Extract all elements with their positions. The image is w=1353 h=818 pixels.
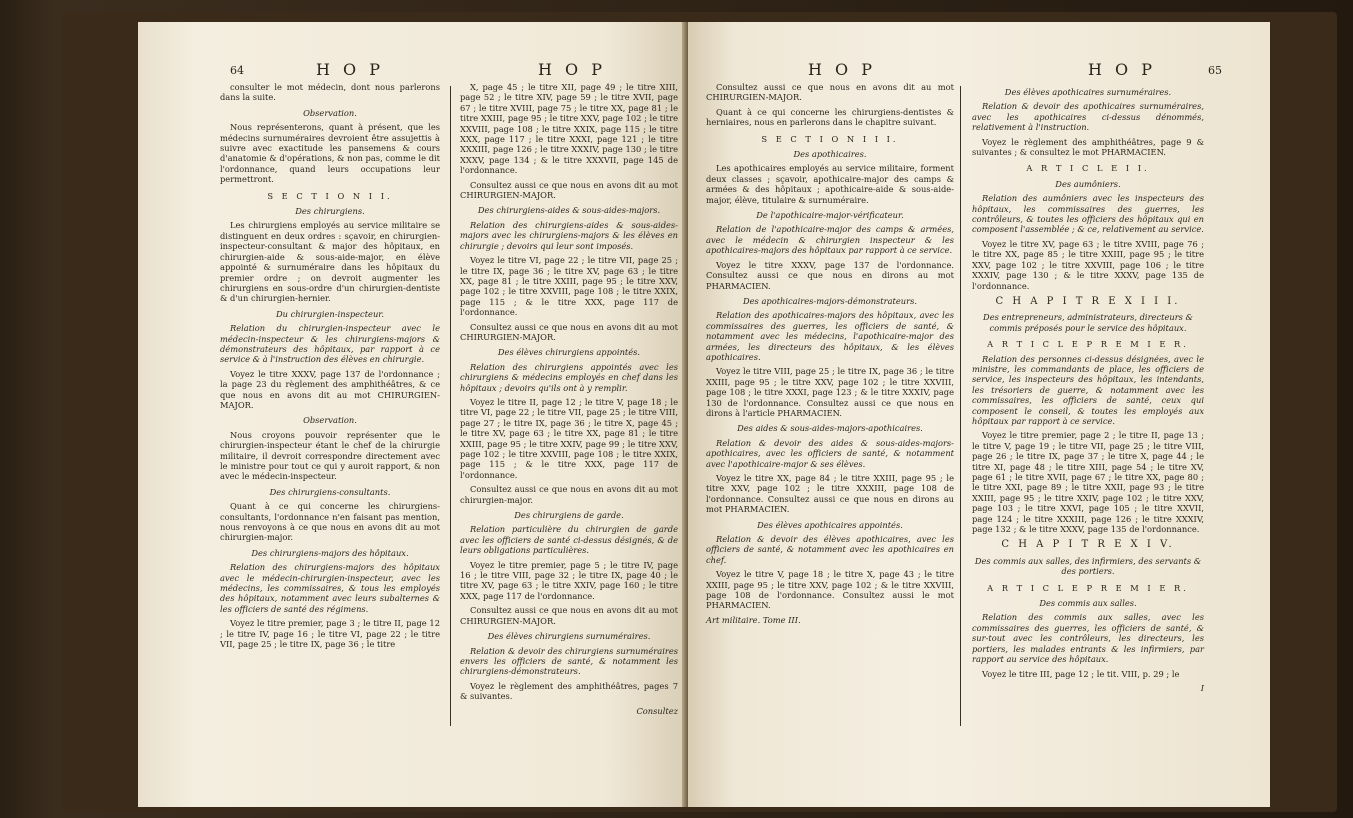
subheading: Des élèves apothicaires appointés. — [757, 519, 903, 530]
paragraph: Voyez le titre XXXV, page 137 de l'ordonnance. Consultez aussi ce que nous en dirons au mot PHARMACIEN. — [706, 259, 954, 291]
subheading: Des élèves chirurgiens surnuméraires. — [487, 631, 651, 642]
subheading: Des aumôniers. — [1055, 178, 1121, 189]
running-head-left: H O P — [808, 60, 877, 79]
paragraph: Voyez le titre VI, page 22 ; le titre VII, page 25 ; le titre IX, page 36 ; le titre XV, page 63 ; le titre XX, page 81 ; le titre XXIII, page 95 ; le titre XXV, page 102 ; le titre XXVIII, page 108 ; le titre XXIX, page 115 ; & le titre XXX, page 117 de l'ordonnance. — [460, 255, 678, 318]
section-heading: S E C T I O N I I I. — [761, 133, 899, 144]
paragraph: Nous représenterons, quant à présent, que les médecins surnuméraires devroient être assujettis à suivre avec exactitude les pansemens & cours d'anatomie & d'opérations, & non pas, comme le dit l'ordonnance, quand leurs occupations leur permettront. — [220, 122, 440, 185]
paragraph: Consultez aussi ce que nous en avons dit au mot CHIRURGIEN-MAJOR. — [460, 321, 678, 342]
column-divider — [960, 86, 961, 726]
running-head-right: H O P — [1088, 60, 1157, 79]
page-number: 64 — [230, 64, 244, 77]
relation-paragraph: Relation des aumôniers avec les inspecteurs des hôpitaux, les commissaires des guerres, les contrôleurs, & toutes les officiers des hôpitaux qui en composent l'assemblée ; & ce, relativement au service. — [972, 193, 1204, 235]
running-head-left: H O P — [316, 60, 385, 79]
chapter-heading: C H A P I T R E X I V. — [1001, 539, 1175, 551]
relation-paragraph: Relation du chirurgien-inspecteur avec le médecin-inspecteur & les chirurgiens-majors & démonstrateurs des hôpitaux, par rapport à ce service & à l'instruction des élèves en chirurgie. — [220, 323, 440, 365]
paragraph: Voyez le titre VIII, page 25 ; le titre IX, page 36 ; le titre XXIII, page 95 ; le titre XXV, page 102 ; le titre XXVIII, page 108 ; le titre XXXI, page 123 ; & le titre XXXIV, page 130 de l'ordonnance. Consultez aussi ce que nous en dirons à l'article PHARMACIEN. — [706, 366, 954, 418]
subheading: Des aides & sous-aides-majors-apothicaires. — [737, 423, 923, 434]
paragraph: Voyez le titre XXXV, page 137 de l'ordonnance ; la page 23 du règlement des amphithéâtres, & ce que nous en avons dit au mot CHIRURGIEN-MAJOR. — [220, 368, 440, 410]
paragraph: Consultez aussi ce que nous en avons dit au mot CHIRURGIEN-MAJOR. — [706, 82, 954, 103]
subheading: Des apothicaires-majors-démonstrateurs. — [742, 295, 918, 306]
section-heading: A R T I C L E I I. — [1026, 163, 1150, 174]
subheading: Des chirurgiens de garde. — [514, 510, 624, 521]
subheading: Observation. — [303, 415, 357, 426]
relation-paragraph: Relation particulière du chirurgien de garde avec les officiers de santé ci-dessus désignés, & de leurs obligations particulières. — [460, 524, 678, 556]
relation-paragraph: Relation des chirurgiens appointés avec les chirurgiens & médecins employés en chef dans les hôpitaux ; devoirs qu'ils ont à y remplir. — [460, 361, 678, 393]
catchword: Consultez — [636, 705, 678, 716]
paragraph: Voyez le titre premier, page 2 ; le titre II, page 13 ; le titre V, page 19 ; le titre VII, page 25 ; le titre VIII, page 26 ; le titre IX, page 37 ; le titre X, page 44 ; le titre XI, page 48 ; le titre XIII, page 54 ; le titre XV, page 61 ; le titre XVII, page 67 ; le titre XX, page 80 ; le titre XXI, page 89 ; le titre XXII, page 93 ; le titre XXIII, page 95 ; le titre XXIV, page 102 ; le titre XXV, page 103 ; le titre XXVI, page 105 ; le titre XXVII, page 124 ; le titre XXXIII, page 126 ; le titre XXXIV, page 132 ; & le titre XXXV, page 135 de l'ordonnance. — [972, 430, 1204, 535]
relation-paragraph: Relation des commis aux salles, avec les commissaires des guerres, les officiers de santé, & sur-tout avec les contrôleurs, les directeurs, les portiers, les malades entrants & les infirmiers, par rapport au service des hôpitaux. — [972, 612, 1204, 665]
column-right-2 — [972, 82, 1204, 697]
relation-paragraph: Relation & devoir des élèves apothicaires, avec les officiers de santé, & notamment avec les apothicaires en chef. — [706, 534, 954, 565]
column-left-2 — [460, 82, 678, 720]
relation-paragraph: Relation & devoir des aides & sous-aides-majors-apothicaires, avec les officiers de santé, & notamment avec l'apothicaire-major & ses élèves. — [706, 437, 954, 469]
subheading: Des entrepreneurs, administrateurs, directeurs & commis préposés pour le service des hôpitaux. — [983, 312, 1193, 333]
subheading: Des commis aux salles. — [1039, 598, 1137, 609]
footer-signature: Art militaire. Tome III. — [706, 614, 801, 625]
paragraph: Les chirurgiens employés au service militaire se distinguent en deux ordres : sçavoir, en chirurgien-inspecteur-consultant & major des hôpitaux, en chirurgien-aide & sous-aide-major, en élève appointé & surnuméraire dans les hôpitaux du premier ordre ; on devroit augmenter les chirurgiens en sous-ordre d'un chirurgien-dentiste & d'un chirurgien-hernier. — [220, 220, 440, 304]
relation-paragraph: Relation des chirurgiens-aides & sous-aides-majors avec les chirurgiens-majors & les élèves en chirurgie ; devoirs qui leur sont imposés. — [460, 219, 678, 251]
section-heading: S E C T I O N I I. — [267, 190, 393, 201]
paragraph: Consultez aussi ce que nous en avons dit au mot chirurgien-major. — [460, 484, 678, 505]
column-divider — [450, 86, 451, 726]
paragraph: Voyez le titre V, page 18 ; le titre X, page 43 ; le titre XXIII, page 95 ; le titre XXV, page 102 ; & le titre XXVIII, page 108 de l'ordonnance. Consultez aussi le mot PHARMACIEN. — [706, 569, 954, 611]
left-page — [138, 22, 686, 807]
subheading: Des chirurgiens-majors des hôpitaux. — [251, 547, 409, 558]
paragraph: Quant à ce qui concerne les chirurgiens-dentistes & herniaires, nous en parlerons dans le chapitre suivant. — [706, 106, 954, 128]
subheading: Des chirurgiens-consultants. — [269, 486, 391, 497]
subheading: Observation. — [303, 107, 357, 118]
relation-paragraph: Relation des chirurgiens-majors des hôpitaux avec le médecin-chirurgien-inspecteur, avec les médecins, les commissaires, & tous les employés des hôpitaux, notamment avec leurs subalternes & les officiers de santé des régimens. — [220, 562, 440, 614]
relation-paragraph: Relation & devoir des apothicaires surnuméraires, avec les apothicaires ci-dessus dénommés, relativement à l'instruction. — [972, 101, 1204, 133]
column-left-1 — [220, 82, 440, 654]
relation-paragraph: Relation des apothicaires-majors des hôpitaux, avec les commissaires des guerres, les officiers de santé, & notamment avec les médecins, l'apothicaire-major des armées, les directeurs des hôpitaux, & les élèves apothicaires. — [706, 310, 954, 362]
paragraph: Les apothicaires employés au service militaire, forment deux classes ; sçavoir, apothicaire-major des camps & armées & des hôpitaux ; apothicaire-aide & sous-aide-major, élève, titulaire & surnuméraire. — [706, 163, 954, 205]
paragraph: Nous croyons pouvoir représenter que le chirurgien-inspecteur étant le chef de la chirurgie militaire, il devroit correspondre directement avec le ministre pour tout ce qui y auroit rapport, & non avec le médecin-inspecteur. — [220, 429, 440, 482]
relation-paragraph: Relation & devoir des chirurgiens surnuméraires envers les officiers de santé, & notamment les chirurgiens-démonstrateurs. — [460, 645, 678, 677]
subheading: Des commis aux salles, des infirmiers, des servants & des portiers. — [974, 555, 1202, 577]
subheading: Des apothicaires. — [793, 149, 867, 160]
subheading: Du chirurgien-inspecteur. — [276, 308, 384, 319]
chapter-heading: C H A P I T R E X I I I. — [995, 295, 1181, 307]
paragraph: Quant à ce qui concerne les chirurgiens-consultants, l'ordonnance n'en faisant pas mention, nous renvoyons à ce que nous en avons dit au mot chirurgien-major. — [220, 501, 440, 543]
paragraph: Voyez le titre premier, page 5 ; le titre IV, page 16 ; le titre VIII, page 32 ; le titre IX, page 40 ; le titre XV, page 63 ; le titre XXIV, page 160 ; le titre XXX, page 117 de l'ordonnance. — [460, 559, 678, 601]
paragraph: X, page 45 ; le titre XII, page 49 ; le titre XIII, page 52 ; le titre XIV, page 59 ; le titre XVII, page 67 ; le titre XVIII, page 75 ; le titre XX, page 81 ; le titre XXIII, page 95 ; le titre XXV, page 102 ; le titre XXVIII, page 108 ; le titre XXIX, page 115 ; le titre XXX, page 117 ; le titre XXXI, page 121 ; le titre XXXIII, page 126 ; le titre XXXIV, page 130 ; le titre XXXV, page 134 ; & le titre XXXVII, page 145 de l'ordonnance. — [460, 82, 678, 176]
section-heading: A R T I C L E P R E M I E R. — [987, 582, 1189, 593]
paragraph: Voyez le règlement des amphithéâtres, page 9 & suivantes ; & consultez le mot PHARMACIEN. — [972, 136, 1204, 158]
subheading: De l'apothicaire-major-vérificateur. — [756, 210, 904, 221]
column-right-1 — [706, 82, 954, 629]
relation-paragraph: Relation de l'apothicaire-major des camps & armées, avec le médecin & chirurgien inspecteur & les apothicaires-majors des hôpitaux par rapport à ce service. — [706, 224, 954, 256]
subheading: Des élèves chirurgiens appointés. — [497, 347, 641, 358]
catchword: I — [1200, 682, 1204, 693]
subheading: Des chirurgiens-aides & sous-aides-majors. — [477, 205, 661, 216]
paragraph: consulter le mot médecin, dont nous parlerons dans la suite. — [220, 82, 440, 103]
paragraph: Voyez le titre II, page 12 ; le titre V, page 18 ; le titre VI, page 22 ; le titre VII, page 25 ; le titre VIII, page 27 ; le titre IX, page 36 ; le titre X, page 45 ; le titre XV, page 63 ; le titre XX, page 81 ; le titre XXIII, page 95 ; le titre XXIV, page 99 ; le titre XXV, page 102 ; le titre XXVIII, page 108 ; le titre XXIX, page 115 ; & le titre XXX, page 117 de l'ordonnance. — [460, 396, 678, 480]
page-number: 65 — [1208, 64, 1222, 77]
paragraph: Voyez le titre XX, page 84 ; le titre XXIII, page 95 ; le titre XXV, page 102 ; le titre XXXIII, page 108 de l'ordonnance. Consultez aussi ce que nous en dirons au mot PHARMACIEN. — [706, 473, 954, 515]
subheading: Des élèves apothicaires surnuméraires. — [1004, 87, 1172, 97]
paragraph: Voyez le titre premier, page 3 ; le titre II, page 12 ; le titre IV, page 16 ; le titre VI, page 22 ; le titre VII, page 25 ; le titre IX, page 36 ; le titre — [220, 618, 440, 650]
paragraph: Voyez le titre III, page 12 ; le tit. VIII, p. 29 ; le — [982, 668, 1180, 679]
paragraph: Consultez aussi ce que nous en avons dit au mot CHIRURGIEN-MAJOR. — [460, 179, 678, 201]
subheading: Des chirurgiens. — [295, 206, 365, 217]
section-heading: A R T I C L E P R E M I E R. — [987, 339, 1189, 350]
paragraph: Consultez aussi ce que nous en avons dit au mot CHIRURGIEN-MAJOR. — [460, 605, 678, 626]
right-page — [688, 22, 1270, 807]
paragraph: Voyez le titre XV, page 63 ; le titre XVIII, page 76 ; le titre XX, page 85 ; le titre XXIII, page 95 ; le titre XXV, page 102 ; le titre XXVIII, page 106 ; le titre XXXIV, page 130 ; & le titre XXXV, page 135 de l'ordonnance. — [972, 238, 1204, 291]
relation-paragraph: Relation des personnes ci-dessus désignées, avec le ministre, les commandants de place, les officiers de service, les inspecteurs des hôpitaux, les intendants, les trésoriers de guerre, & notamment avec les commissaires, les officiers de santé, ceux qui composent le conseil, & toutes les employés aux hôpitaux par rapport à ce service. — [972, 353, 1204, 426]
running-head-right: H O P — [538, 60, 607, 79]
paragraph: Voyez le règlement des amphithéâtres, pages 7 & suivantes. — [460, 680, 678, 702]
